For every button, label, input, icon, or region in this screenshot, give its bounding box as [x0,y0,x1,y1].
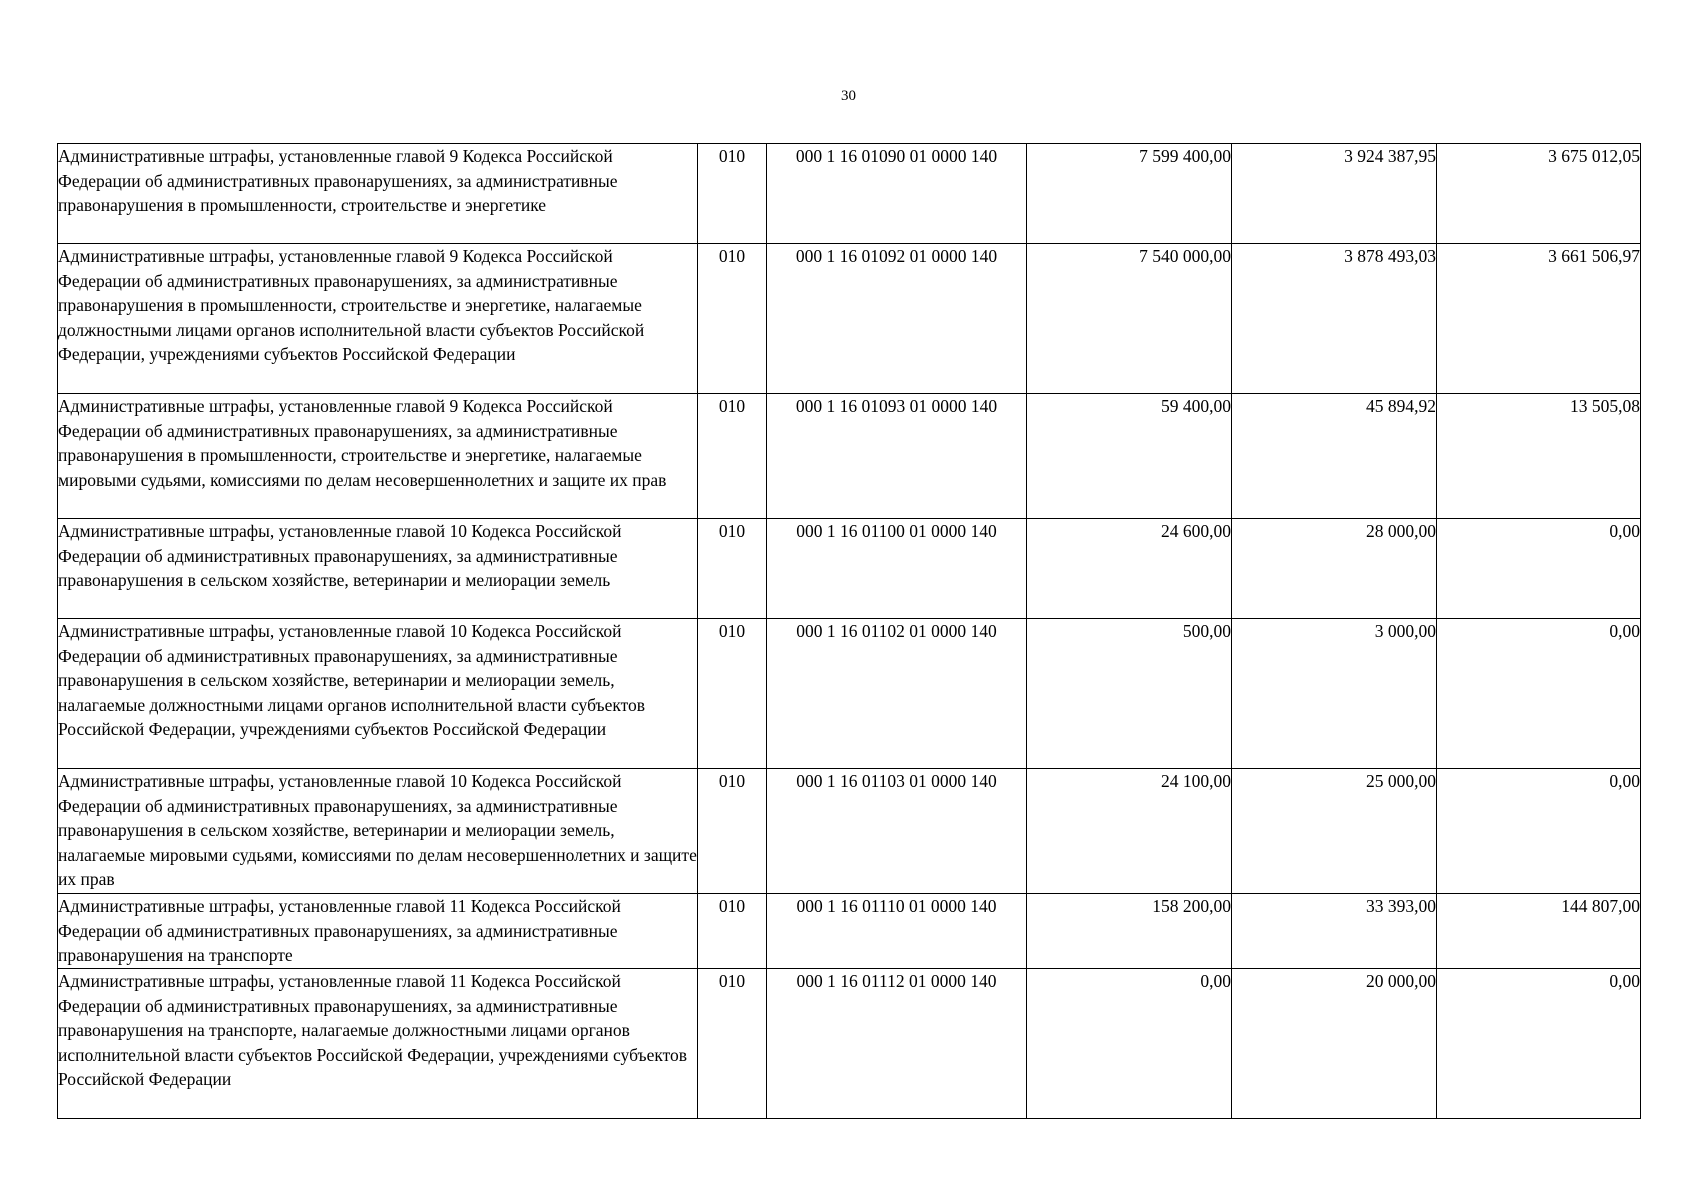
unexecuted-amount-cell: 13 505,08 [1437,394,1641,519]
income-code-cell: 000 1 16 01103 01 0000 140 [767,769,1027,894]
approved-amount-cell: 500,00 [1027,619,1232,769]
table-row [58,519,1641,619]
line-code-cell: 010 [698,244,767,394]
income-code-cell: 000 1 16 01093 01 0000 140 [767,394,1027,519]
approved-amount-cell: 158 200,00 [1027,894,1232,969]
unexecuted-amount-cell: 3 675 012,05 [1437,144,1641,244]
row-name-cell: Административные штрафы, установленные главой 11 Кодекса Российской Федерации об административных правонарушениях, за административные правонарушения на транспорте [58,894,698,969]
row-name-cell: Административные штрафы, установленные главой 9 Кодекса Российской Федерации об административных правонарушениях, за административные правонарушения в промышленности, строительстве и энергетике, налагаемые должностными лицами органов исполнительной власти субъектов Российской Федерации, учреждениями субъектов Российской Федерации [58,244,698,394]
unexecuted-amount-cell: 0,00 [1437,969,1641,1119]
page-number: 30 [841,88,856,104]
executed-amount-cell: 20 000,00 [1232,969,1437,1119]
line-code-cell: 010 [698,769,767,894]
table-row [58,969,1641,1119]
line-code-cell: 010 [698,969,767,1119]
income-code-cell: 000 1 16 01110 01 0000 140 [767,894,1027,969]
approved-amount-cell: 59 400,00 [1027,394,1232,519]
approved-amount-cell: 0,00 [1027,969,1232,1119]
row-name-cell: Административные штрафы, установленные главой 10 Кодекса Российской Федерации об административных правонарушениях, за административные правонарушения в сельском хозяйстве, ветеринарии и мелиорации земель [58,519,698,619]
executed-amount-cell: 3 924 387,95 [1232,144,1437,244]
income-code-cell: 000 1 16 01100 01 0000 140 [767,519,1027,619]
income-code-cell: 000 1 16 01092 01 0000 140 [767,244,1027,394]
row-name-cell: Административные штрафы, установленные главой 10 Кодекса Российской Федерации об административных правонарушениях, за административные правонарушения в сельском хозяйстве, ветеринарии и мелиорации земель, налагаемые должностными лицами органов исполнительной власти субъектов Российской Федерации, учреждениями субъектов Российской Федерации [58,619,698,769]
income-code-cell: 000 1 16 01112 01 0000 140 [767,969,1027,1119]
approved-amount-cell: 7 540 000,00 [1027,244,1232,394]
line-code-cell: 010 [698,144,767,244]
executed-amount-cell: 3 000,00 [1232,619,1437,769]
executed-amount-cell: 45 894,92 [1232,394,1437,519]
report-table [57,143,1641,1119]
income-code-cell: 000 1 16 01090 01 0000 140 [767,144,1027,244]
executed-amount-cell: 28 000,00 [1232,519,1437,619]
table-row [58,619,1641,769]
line-code-cell: 010 [698,894,767,969]
row-name-cell: Административные штрафы, установленные главой 9 Кодекса Российской Федерации об административных правонарушениях, за административные правонарушения в промышленности, строительстве и энергетике [58,144,698,244]
income-code-cell: 000 1 16 01102 01 0000 140 [767,619,1027,769]
unexecuted-amount-cell: 0,00 [1437,519,1641,619]
unexecuted-amount-cell: 0,00 [1437,769,1641,894]
table-row [58,394,1641,519]
executed-amount-cell: 3 878 493,03 [1232,244,1437,394]
line-code-cell: 010 [698,519,767,619]
approved-amount-cell: 24 100,00 [1027,769,1232,894]
executed-amount-cell: 25 000,00 [1232,769,1437,894]
approved-amount-cell: 24 600,00 [1027,519,1232,619]
row-name-cell: Административные штрафы, установленные главой 11 Кодекса Российской Федерации об административных правонарушениях, за административные правонарушения на транспорте, налагаемые должностными лицами органов исполнительной власти субъектов Российской Федерации, учреждениями субъектов Российской Федерации [58,969,698,1119]
line-code-cell: 010 [698,394,767,519]
row-name-cell: Административные штрафы, установленные главой 9 Кодекса Российской Федерации об административных правонарушениях, за административные правонарушения в промышленности, строительстве и энергетике, налагаемые мировыми судьями, комиссиями по делам несовершеннолетних и защите их прав [58,394,698,519]
executed-amount-cell: 33 393,00 [1232,894,1437,969]
line-code-cell: 010 [698,619,767,769]
table-row [58,894,1641,969]
table-row [58,769,1641,894]
unexecuted-amount-cell: 144 807,00 [1437,894,1641,969]
row-name-cell: Административные штрафы, установленные главой 10 Кодекса Российской Федерации об административных правонарушениях, за административные правонарушения в сельском хозяйстве, ветеринарии и мелиорации земель, налагаемые мировыми судьями, комиссиями по делам несовершеннолетних и защите их прав [58,769,698,894]
unexecuted-amount-cell: 0,00 [1437,619,1641,769]
unexecuted-amount-cell: 3 661 506,97 [1437,244,1641,394]
table-row [58,244,1641,394]
table-row [58,144,1641,244]
approved-amount-cell: 7 599 400,00 [1027,144,1232,244]
